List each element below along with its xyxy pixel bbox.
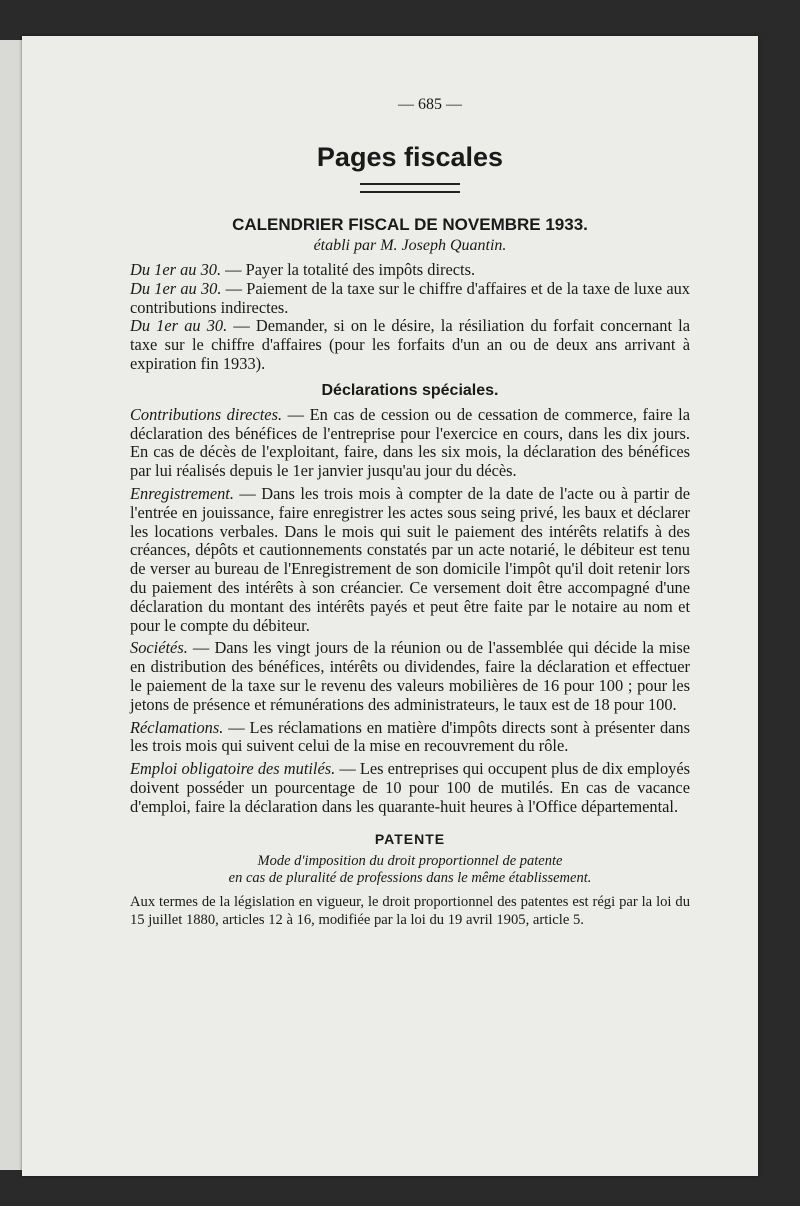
calendar-item-text: — Demander, si on le désire, la résiliation du forfait concernant la taxe sur le chiffre d'affaires (pour les forfaits d'un an ou de deux ans arrivant à expiration fin 1933).: [130, 316, 690, 373]
declaration-item: [130, 406, 690, 481]
calendar-item: [130, 280, 690, 318]
adjacent-page-edge: [0, 40, 22, 1170]
calendar-item: [130, 261, 690, 280]
declaration-item-title: Contributions directes.: [130, 404, 283, 424]
calendar-item-date: Du 1er au 30.: [130, 260, 222, 279]
declarations-list: [130, 406, 690, 817]
calendar-item-date: Du 1er au 30.: [130, 278, 222, 298]
declaration-item: [130, 485, 690, 635]
page-title: Pages fiscales: [316, 142, 504, 172]
calendar-item-date: Du 1er au 30.: [130, 316, 228, 336]
declaration-item-title: Emploi obligatoire des mutilés.: [130, 759, 336, 779]
declaration-item-text: — Les entreprises qui occupent plus de dix employés doivent posséder un pourcentage de 10 pour 100 de mutilés. En cas de vacance d'emploi, faire la déclaration dans les quarante-huit heures à l'Office départemental.: [130, 759, 691, 816]
declarations-heading: Déclarations spéciales.: [321, 381, 499, 399]
patente-subtitle-2: en cas de pluralité de professions dans le même établissement.: [228, 869, 592, 886]
calendar-item-text: — Paiement de la taxe sur le chiffre d'affaires et de la taxe de luxe aux contributions indirectes.: [130, 278, 690, 317]
declaration-item-title: Réclamations.: [130, 717, 224, 737]
calendar-item-text: — Payer la totalité des impôts directs.: [221, 260, 476, 279]
page-number: — 685 —: [398, 96, 462, 113]
declaration-item-title: Enregistrement.: [130, 483, 234, 503]
patente-subtitle-1: Mode d'imposition du droit proportionnel de patente: [257, 852, 563, 869]
title-rule: [360, 183, 460, 193]
declaration-item: [130, 760, 690, 816]
calendar-byline: établi par M. Joseph Quantin.: [313, 237, 507, 254]
calendar-list: [130, 261, 690, 374]
declaration-item-text: — Dans les trois mois à compter de la date de l'acte ou à partir de l'entrée en jouissance, faire enregistrer les actes sous seing privé, les baux et déclarer les locations verbales. Dans le mois qui suit le paiement des intérêts relatifs à des créances, dépôts et cautionnements constatés par un acte notarié, le débiteur est tenu de verser au bureau de l'Enregistrement de son domicile l'impôt qu'il doit retenir lors du paiement des intérêts à son créancier. Ce versement doit être accompagné d'une déclaration du montant des intérêts payés et peut être faite par le notaire au nom et pour le compte du débiteur.: [130, 483, 690, 635]
declaration-item-text: — En cas de cession ou de cessation de commerce, faire la déclaration des bénéfices de l'entreprise pour l'exercice en cours, dans les dix jours. En cas de décès de l'exploitant, faire, dans les six mois, la déclaration des bénéfices par lui réalisés depuis le 1er janvier jusqu'au jour du décès.: [130, 404, 690, 481]
patente-heading: PATENTE: [374, 830, 446, 847]
patente-body: Aux termes de la législation en vigueur, le droit proportionnel des patentes est régi par la loi du 15 juillet 1880, articles 12 à 16, modifiée par la loi du 19 avril 1905, article 5.: [130, 893, 690, 928]
page-content: [130, 96, 690, 929]
calendar-heading: CALENDRIER FISCAL DE NOVEMBRE 1933.: [232, 215, 588, 234]
declaration-item-text: — Les réclamations en matière d'impôts directs sont à présenter dans les trois mois qui suivent celui de la mise en recouvrement du rôle.: [130, 717, 690, 756]
calendar-item: [130, 317, 690, 373]
declaration-item-text: — Dans les vingt jours de la réunion ou de l'assemblée qui décide la mise en distribution des bénéfices, intérêts ou dividendes, faire la déclaration et effectuer le paiement de la taxe sur le revenu des valeurs mobilières de 16 pour 100 ; pour les jetons de présence et rémunérations des administrateurs, le taux est de 18 pour 100.: [130, 638, 690, 714]
declaration-item: [130, 719, 690, 757]
declaration-item: [130, 639, 690, 714]
document-page: [22, 36, 758, 1176]
declaration-item-title: Sociétés.: [130, 638, 188, 658]
